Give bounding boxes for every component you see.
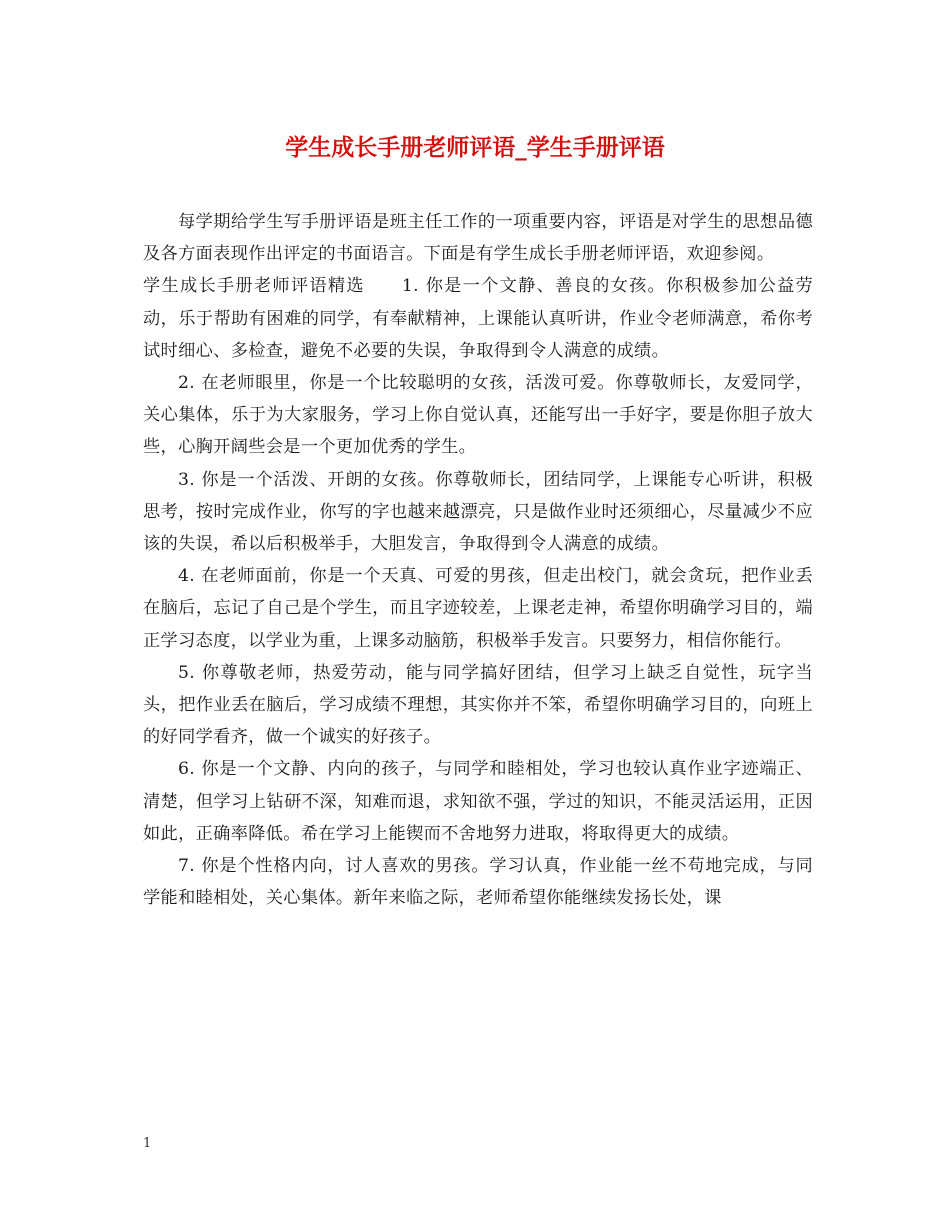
comment-item-2: 2. 在老师眼里，你是一个比较聪明的女孩，活泼可爱。你尊敬师长，友爱同学，关心集体，乐于为大家服务，学习上你自觉认真，还能写出一手好字，要是你胆子放大些，心胸开阔些会是一个更加优秀的学生。 xyxy=(143,373,813,458)
comment-item-6: 6. 你是一个文静、内向的孩子，与同学和睦相处，学习也较认真作业字迹端正、清楚，但学习上钻研不深，知难而退，求知欲不强，学过的知识，不能灵活运用，正因如此，正确率降低。希在学习上能锲而不舍地努力进取，将取得更大的成绩。 xyxy=(143,759,813,844)
comment-item-1: 学生成长手册老师评语精选 1. 你是一个文静、善良的女孩。你积极参加公益劳动，乐于帮助有困难的同学，有奉献精神，上课能认真听讲，作业令老师满意，希你考试时细心、多检查，避免不必要的失误，争取得到令人满意的成绩。 xyxy=(143,276,813,361)
comment-item-5: 5. 你尊敬老师，热爱劳动，能与同学搞好团结，但学习上缺乏自觉性，玩字当头，把作业丢在脑后，学习成绩不理想，其实你并不笨，希望你明确学习目的，向班上的好同学看齐，做一个诚实的好孩子。 xyxy=(143,662,813,748)
comment-item-7: 7. 你是个性格内向，讨人喜欢的男孩。学习认真，作业能一丝不苟地完成，与同学能和睦相处，关心集体。新年来临之际，老师希望你能继续发扬长处，课 xyxy=(143,856,813,909)
page-number: 1 xyxy=(143,1136,152,1151)
intro-paragraph: 每学期给学生写手册评语是班主任工作的一项重要内容，评语是对学生的思想品德及各方面表现作出评定的书面语言。下面是有学生成长手册老师评语，欢迎参阅。 xyxy=(143,212,813,265)
document-body xyxy=(143,206,813,914)
comment-item-4: 4. 在老师面前，你是一个天真、可爱的男孩，但走出校门，就会贪玩，把作业丢在脑后，忘记了自己是个学生，而且字迹较差，上课老走神，希望你明确学习目的，端正学习态度，以学业为重，上课多动脑筋，积极举手发言。只要努力，相信你能行。 xyxy=(143,566,813,651)
comment-item-3: 3. 你是一个活泼、开朗的女孩。你尊敬师长，团结同学，上课能专心听讲，积极思考，按时完成作业，你写的字也越来越漂亮，只是做作业时还须细心，尽量减少不应该的失误，希以后积极举手，大胆发言，争取得到令人满意的成绩。 xyxy=(143,469,813,555)
page-title: 学生成长手册老师评语_学生手册评语 xyxy=(285,135,665,161)
